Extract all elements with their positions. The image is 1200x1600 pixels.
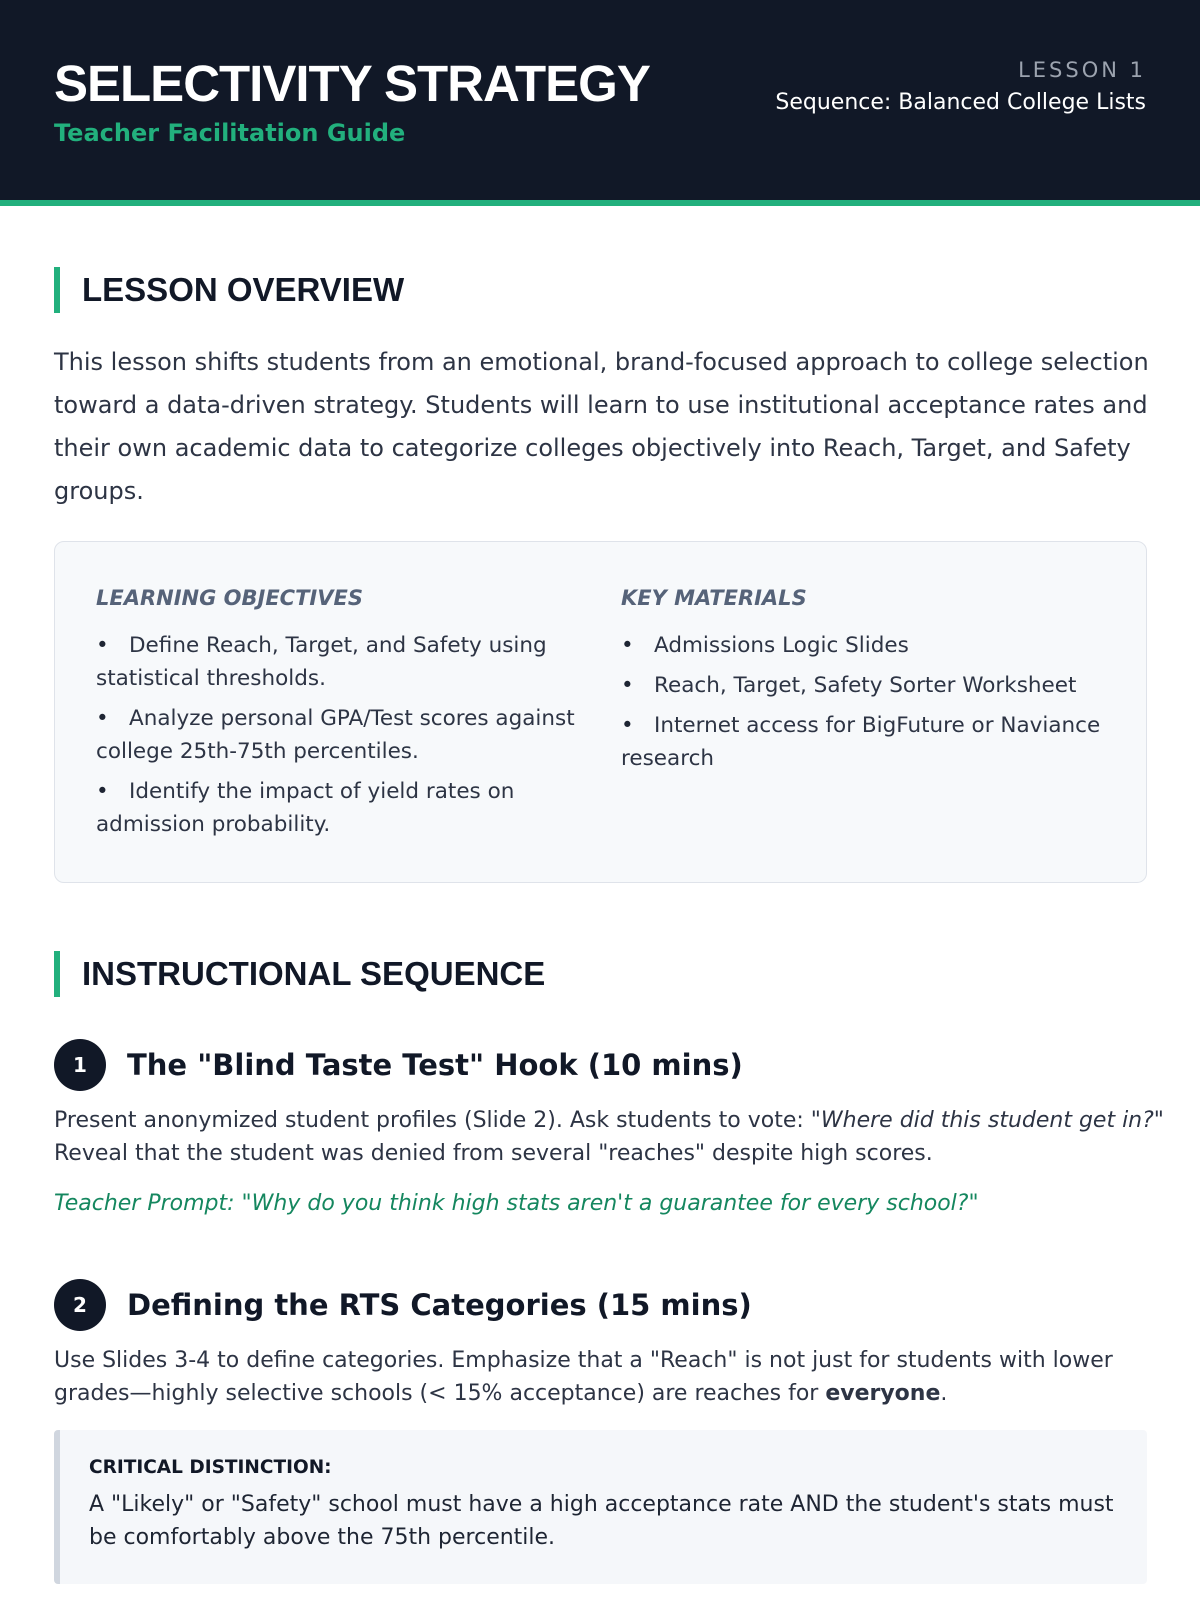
list-item: • Admissions Logic Slides [621,629,1111,662]
step-text: Reveal that the student was denied from several "reaches" despite high scores. [54,1141,933,1166]
step-number-badge: 2 [54,1279,106,1331]
overview-paragraph: This lesson shifts students from an emotional, brand-focused approach to college selection toward a data-driven strategy. Students will learn to use institutional acceptance rates and their own academic data to categorize colleges objectively into Reach, Target, and Safety groups. [54,348,1149,505]
lesson-number: LESSON 1 [1018,58,1146,82]
list-item: • Analyze personal GPA/Test scores against college 25th-75th percentiles. [96,702,586,768]
critical-distinction-callout [54,1430,1147,1584]
page-title: SELECTIVITY STRATEGY [54,55,650,112]
callout-text: A "Likely" or "Safety" school must have a high acceptance rate AND the student's stats must be comfortably above the 75th percentile. [89,1492,1114,1550]
step-text: Use Slides 3-4 to define categories. Emphasize that a "Reach" is not just for students with lower grades—highly selective schools (< 15% acceptance) are reaches for [54,1348,1113,1406]
step-1-description [54,1104,1164,1170]
list-item: • Identify the impact of yield rates on admission probability. [96,775,586,841]
objectives-title: LEARNING OBJECTIVES [96,586,363,610]
key-materials [621,586,1111,782]
step-2-description [54,1344,1164,1410]
step-emphasis: everyone [825,1381,941,1406]
page-header [0,0,1200,206]
step-text: Present anonymized student profiles (Slide 2). Ask students to vote: [54,1108,811,1133]
page-subtitle: Teacher Facilitation Guide [54,119,406,147]
list-item: • Internet access for BigFuture or Naviance research [621,709,1111,775]
materials-title: KEY MATERIALS [621,586,807,610]
sequence-label: Sequence: Balanced College Lists [775,90,1146,115]
list-item: • Reach, Target, Safety Sorter Worksheet [621,669,1111,702]
section-heading-overview: LESSON OVERVIEW [54,267,404,313]
objectives-list [96,629,586,841]
objectives-materials-panel [54,541,1147,883]
step-text: . [940,1381,948,1406]
section-heading-sequence: INSTRUCTIONAL SEQUENCE [54,951,545,997]
step-quote: "Where did this student get in?" [810,1108,1164,1133]
teacher-prompt: Teacher Prompt: "Why do you think high stats aren't a guarantee for every school?" [54,1191,979,1216]
step-title: Defining the RTS Categories (15 mins) [127,1288,752,1322]
step-title: The "Blind Taste Test" Hook (10 mins) [127,1048,743,1082]
step-number-badge: 1 [54,1039,106,1091]
learning-objectives [96,586,586,848]
callout-label: CRITICAL DISTINCTION: [89,1457,332,1478]
materials-list [621,629,1111,775]
list-item: • Define Reach, Target, and Safety using statistical thresholds. [96,629,586,695]
